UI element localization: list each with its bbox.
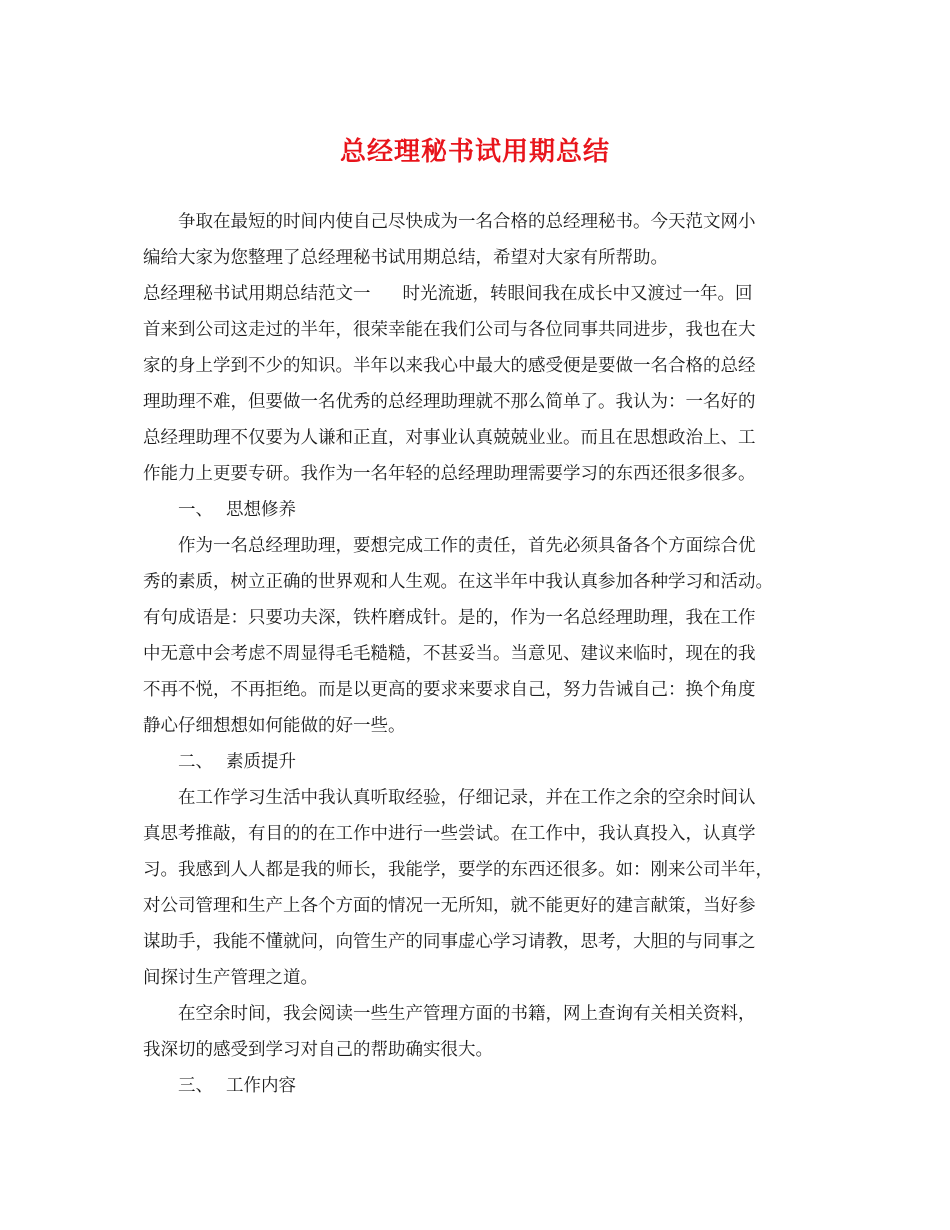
- paragraph-line: 理助理不难，但要做一名优秀的总经理助理就不那么简单了。我认为：一名好的: [143, 392, 756, 412]
- paragraph-line: 谋助手，我能不懂就问，向管生产的同事虚心学习请教，思考，大胆的与同事之: [143, 932, 756, 952]
- paragraph-line: 有句成语是：只要功夫深，铁杵磨成针。是的，作为一名总经理助理，我在工作: [143, 608, 756, 628]
- paragraph-line: 在工作学习生活中我认真听取经验，仔细记录，并在工作之余的空余时间认: [178, 788, 756, 808]
- paragraph-line: 争取在最短的时间内使自己尽快成为一名合格的总经理秘书。今天范文网小: [178, 212, 756, 232]
- paragraph-line: 习。我感到人人都是我的师长，我能学，要学的东西还很多。如：刚来公司半年，: [143, 860, 773, 880]
- paragraph-line: 间探讨生产管理之道。: [143, 968, 318, 988]
- paragraph-line: 静心仔细想想如何能做的好一些。: [143, 716, 406, 736]
- section-title: 工作内容: [226, 1076, 296, 1096]
- paragraph-line: [143, 282, 823, 306]
- paragraph-line: 编给大家为您整理了总经理秘书试用期总结，希望对大家有所帮助。: [143, 248, 668, 268]
- paragraph-line: 在空余时间，我会阅读一些生产管理方面的书籍，网上查询有关相关资料，: [178, 1004, 756, 1024]
- section-number: 三、: [178, 1076, 213, 1096]
- section-heading-3: [178, 1074, 823, 1098]
- section-heading-1: [178, 498, 823, 522]
- sample-title: 总经理秘书试用期总结范文一: [143, 284, 371, 304]
- paragraph-line: 家的身上学到不少的知识。半年以来我心中最大的感受便是要做一名合格的总经: [143, 356, 756, 376]
- paragraph-line: 真思考推敲，有目的的在工作中进行一些尝试。在工作中，我认真投入，认真学: [143, 824, 756, 844]
- paragraph-line: 首来到公司这走过的半年，很荣幸能在我们公司与各位同事共同进步，我也在大: [143, 320, 756, 340]
- section-title: 素质提升: [226, 752, 296, 772]
- paragraph-line: 作能力上更要专研。我作为一名年轻的总经理助理需要学习的东西还很多很多。: [143, 464, 756, 484]
- paragraph-line: 我深切的感受到学习对自己的帮助确实很大。: [143, 1040, 493, 1060]
- paragraph-text: 时光流逝，转眼间我在成长中又渡过一年。回: [402, 284, 753, 304]
- section-number: 二、: [178, 752, 213, 772]
- paragraph-line: 作为一名总经理助理，要想完成工作的责任，首先必须具备各个方面综合优: [178, 536, 756, 556]
- paragraph-line: 秀的素质，树立正确的世界观和人生观。在这半年中我认真参加各种学习和活动。: [143, 572, 773, 592]
- section-number: 一、: [178, 500, 213, 520]
- paragraph-line: 总经理助理不仅要为人谦和正直，对事业认真兢兢业业。而且在思想政治上、工: [143, 428, 756, 448]
- paragraph-line: 不再不悦，不再拒绝。而是以更高的要求来要求自己，努力告诫自己：换个角度: [143, 680, 756, 700]
- paragraph-line: 中无意中会考虑不周显得毛毛糙糙，不甚妥当。当意见、建议来临时，现在的我: [143, 644, 756, 664]
- paragraph-line: 对公司管理和生产上各个方面的情况一无所知，就不能更好的建言献策，当好参: [143, 896, 756, 916]
- section-heading-2: [178, 750, 823, 774]
- document-title: 总经理秘书试用期总结: [339, 137, 610, 167]
- section-title: 思想修养: [226, 500, 296, 520]
